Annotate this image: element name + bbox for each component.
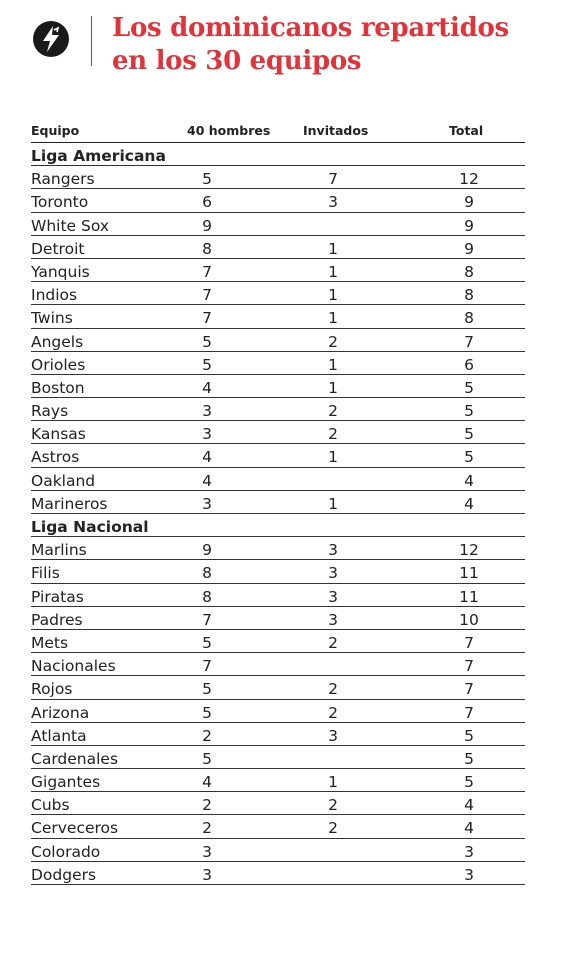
team-name-cell: Gigantes — [31, 773, 101, 792]
table-row — [31, 305, 525, 328]
total-cell: 9 — [464, 216, 474, 235]
total-cell: 5 — [464, 448, 474, 467]
total-cell: 5 — [464, 402, 474, 421]
team-name-cell: Dodgers — [31, 865, 97, 884]
invited-cell: 3 — [328, 193, 338, 212]
forty-man-cell: 3 — [202, 425, 212, 444]
invited-cell: 1 — [328, 448, 338, 467]
total-cell: 8 — [464, 286, 474, 305]
table-row — [31, 259, 525, 282]
forty-man-cell: 2 — [202, 726, 212, 745]
invited-cell: 2 — [328, 332, 338, 351]
total-cell: 5 — [464, 726, 474, 745]
column-header-total: Total — [449, 123, 484, 138]
forty-man-cell: 4 — [202, 773, 212, 792]
invited-cell: 1 — [328, 773, 338, 792]
team-name-cell: Marlins — [31, 541, 87, 560]
column-header-invitados: Invitados — [303, 123, 369, 138]
forty-man-cell: 4 — [202, 471, 212, 490]
forty-man-cell: 5 — [202, 355, 212, 374]
total-cell: 5 — [464, 425, 474, 444]
forty-man-cell: 8 — [202, 587, 212, 606]
table-row — [31, 421, 525, 444]
team-name-cell: Cubs — [31, 796, 70, 815]
table-row — [31, 491, 525, 514]
team-name-cell: Arizona — [31, 703, 90, 722]
table-row — [31, 189, 525, 212]
table-row — [31, 607, 525, 630]
invited-cell: 2 — [328, 796, 338, 815]
total-cell: 6 — [464, 355, 474, 374]
team-name-cell: Twins — [31, 309, 73, 328]
column-header-equipo: Equipo — [31, 123, 80, 138]
forty-man-cell: 5 — [202, 703, 212, 722]
total-cell: 9 — [464, 193, 474, 212]
table-row — [31, 700, 525, 723]
forty-man-cell: 8 — [202, 564, 212, 583]
total-cell: 12 — [459, 170, 479, 189]
table-row — [31, 630, 525, 653]
invited-cell: 1 — [328, 494, 338, 513]
team-name-cell: Kansas — [31, 425, 86, 444]
team-name-cell: Cerveceros — [31, 819, 119, 838]
table-row — [31, 746, 525, 769]
forty-man-cell: 6 — [202, 193, 212, 212]
forty-man-cell: 2 — [202, 796, 212, 815]
total-cell: 5 — [464, 378, 474, 397]
lightning-bolt-icon — [32, 20, 70, 58]
teams-table — [31, 120, 525, 885]
header — [30, 12, 550, 82]
total-cell: 7 — [464, 633, 474, 652]
invited-cell: 2 — [328, 703, 338, 722]
table-row — [31, 398, 525, 421]
invited-cell: 1 — [328, 262, 338, 281]
invited-cell: 3 — [328, 564, 338, 583]
page-title: Los dominicanos repartidos en los 30 equipos — [112, 13, 509, 76]
invited-cell: 3 — [328, 726, 338, 745]
total-cell: 7 — [464, 680, 474, 699]
forty-man-cell: 7 — [202, 286, 212, 305]
table-body — [31, 143, 525, 885]
total-cell: 5 — [464, 749, 474, 768]
forty-man-cell: 7 — [202, 610, 212, 629]
invited-cell: 1 — [328, 286, 338, 305]
team-name-cell: Astros — [31, 448, 80, 467]
header-divider — [91, 16, 92, 66]
total-cell: 4 — [464, 471, 474, 490]
table-header — [31, 120, 525, 143]
invited-cell: 3 — [328, 541, 338, 560]
table-row — [31, 584, 525, 607]
total-cell: 4 — [464, 819, 474, 838]
forty-man-cell: 3 — [202, 865, 212, 884]
invited-cell: 1 — [328, 239, 338, 258]
table-row — [31, 862, 525, 885]
team-name-cell: Mets — [31, 633, 69, 652]
invited-cell: 1 — [328, 378, 338, 397]
forty-man-cell: 2 — [202, 819, 212, 838]
team-name-cell: Rojos — [31, 680, 73, 699]
forty-man-cell: 3 — [202, 494, 212, 513]
total-cell: 8 — [464, 262, 474, 281]
invited-cell: 3 — [328, 610, 338, 629]
table-row — [31, 444, 525, 467]
table-row — [31, 653, 525, 676]
forty-man-cell: 5 — [202, 633, 212, 652]
team-name-cell: Angels — [31, 332, 84, 351]
team-name-cell: Toronto — [31, 193, 89, 212]
total-cell: 8 — [464, 309, 474, 328]
invited-cell: 1 — [328, 355, 338, 374]
total-cell: 7 — [464, 332, 474, 351]
forty-man-cell: 8 — [202, 239, 212, 258]
table-row — [31, 839, 525, 862]
forty-man-cell: 5 — [202, 749, 212, 768]
team-name-cell: White Sox — [31, 216, 110, 235]
table-row — [31, 537, 525, 560]
table-row — [31, 213, 525, 236]
table-row — [31, 468, 525, 491]
total-cell: 3 — [464, 842, 474, 861]
forty-man-cell: 7 — [202, 262, 212, 281]
forty-man-cell: 3 — [202, 842, 212, 861]
table-row — [31, 329, 525, 352]
forty-man-cell: 9 — [202, 541, 212, 560]
table-row — [31, 676, 525, 699]
team-name-cell: Yanquis — [31, 262, 90, 281]
total-cell: 10 — [459, 610, 479, 629]
total-cell: 3 — [464, 865, 474, 884]
team-name-cell: Oakland — [31, 471, 96, 490]
total-cell: 12 — [459, 541, 479, 560]
total-cell: 9 — [464, 239, 474, 258]
invited-cell: 2 — [328, 425, 338, 444]
total-cell: 7 — [464, 657, 474, 676]
table-row — [31, 352, 525, 375]
invited-cell: 7 — [328, 170, 338, 189]
team-name-cell: Piratas — [31, 587, 84, 606]
table-row — [31, 792, 525, 815]
forty-man-cell: 3 — [202, 402, 212, 421]
team-name-cell: Padres — [31, 610, 83, 629]
invited-cell: 2 — [328, 402, 338, 421]
invited-cell: 3 — [328, 587, 338, 606]
forty-man-cell: 5 — [202, 680, 212, 699]
team-name-cell: Indios — [31, 286, 78, 305]
table-row — [31, 236, 525, 259]
table-row — [31, 723, 525, 746]
team-name-cell: Nacionales — [31, 657, 116, 676]
forty-man-cell: 5 — [202, 332, 212, 351]
team-name-cell: Cardenales — [31, 749, 119, 768]
team-name-cell: Rangers — [31, 170, 95, 189]
team-name-cell: Atlanta — [31, 726, 87, 745]
total-cell: 4 — [464, 494, 474, 513]
total-cell: 11 — [459, 564, 479, 583]
section-row — [31, 143, 525, 166]
column-header-40-hombres: 40 hombres — [187, 123, 271, 138]
table-row — [31, 166, 525, 189]
team-name-cell: Rays — [31, 402, 69, 421]
forty-man-cell: 7 — [202, 309, 212, 328]
table-row — [31, 560, 525, 583]
total-cell: 4 — [464, 796, 474, 815]
invited-cell: 2 — [328, 680, 338, 699]
team-name-cell: Detroit — [31, 239, 85, 258]
total-cell: 7 — [464, 703, 474, 722]
invited-cell: 2 — [328, 633, 338, 652]
table-row — [31, 769, 525, 792]
invited-cell: 1 — [328, 309, 338, 328]
invited-cell: 2 — [328, 819, 338, 838]
forty-man-cell: 4 — [202, 448, 212, 467]
forty-man-cell: 5 — [202, 170, 212, 189]
total-cell: 5 — [464, 773, 474, 792]
section-label: Liga Nacional — [31, 518, 149, 536]
team-name-cell: Filis — [31, 564, 60, 583]
table-row — [31, 815, 525, 838]
forty-man-cell: 9 — [202, 216, 212, 235]
forty-man-cell: 4 — [202, 378, 212, 397]
table-row — [31, 282, 525, 305]
section-label: Liga Americana — [31, 147, 166, 165]
table-row — [31, 375, 525, 398]
team-name-cell: Colorado — [31, 842, 101, 861]
forty-man-cell: 7 — [202, 657, 212, 676]
team-name-cell: Orioles — [31, 355, 86, 374]
section-row — [31, 514, 525, 537]
total-cell: 11 — [459, 587, 479, 606]
team-name-cell: Marineros — [31, 494, 108, 513]
team-name-cell: Boston — [31, 378, 85, 397]
